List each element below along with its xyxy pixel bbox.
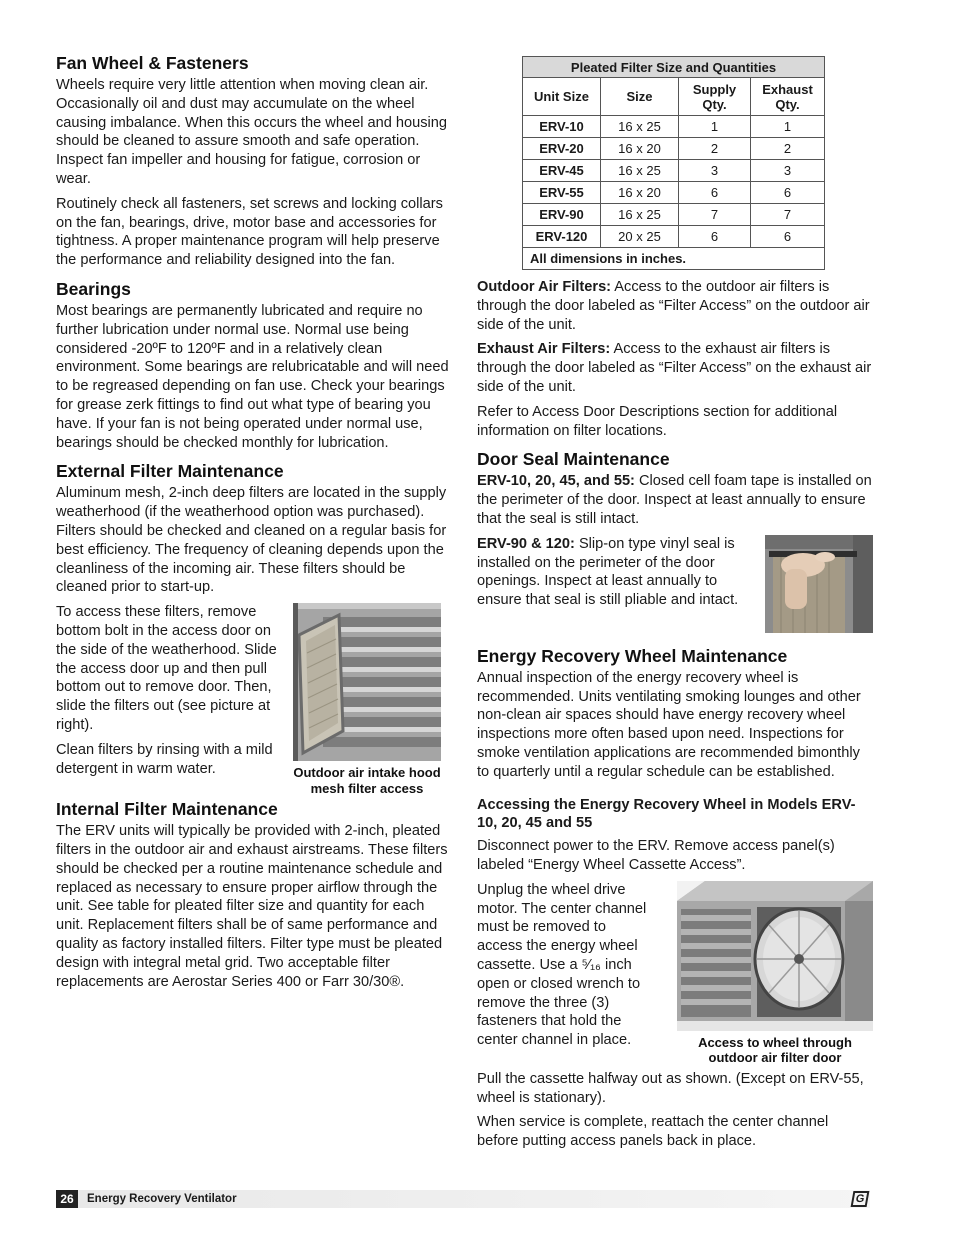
table-cell: 16 x 25 — [601, 204, 679, 226]
left-column — [56, 52, 450, 997]
table-cell: ERV-55 — [523, 182, 601, 204]
external-filter-paragraph-2: To access these filters, remove bottom bolt in the access door on the side of the weatherhood. Slide the access door up and then pull bottom out to remove door. Then, slide the filters out (see picture at right). — [56, 604, 277, 733]
accessing-wheel-paragraph-3: Pull the cassette halfway out as shown. (Except on ERV-55, wheel is stationary). — [477, 1070, 864, 1106]
table-cell: 16 x 25 — [601, 116, 679, 138]
fan-wheel-paragraph-2: Routinely check all fasteners, set screws and locking collars on the fan, bearings, drive, motor base and accessories for tightness. A proper maintenance program will help preserve the performance and reliability designed into the fan. — [56, 195, 443, 269]
table-cell: 2 — [679, 138, 751, 160]
table-cell: 2 — [751, 138, 825, 160]
door-seal-figure — [762, 535, 873, 633]
table-cell: 6 — [679, 182, 751, 204]
door-seal-image — [765, 535, 873, 633]
refer-paragraph: Refer to Access Door Descriptions section for additional information on filter locations. — [477, 403, 838, 439]
brand-logo-icon: G — [851, 1191, 870, 1207]
outdoor-filters-paragraph — [477, 278, 873, 334]
internal-filter-paragraph: The ERV units will typically be provided with 2-inch, pleated filters in the outdoor air and exhaust airstreams. These filters should be checked per a routine maintenance schedule and replaced as necessary to ensure proper airflow through the unit. See table for pleated filter size and quantity for each unit. Replacement filters shall be of same performance and quality as factory installed filters. Filter type must be pleated design with integral metal grid. Two acceptable filter replacements are Aerostar Series 400 or Farr 30/30®. — [56, 823, 448, 990]
bearings-paragraph: Most bearings are permanently lubricated and require no further lubrication under normal use. Normal use being considered -20ºF to 120ºF and in a relatively clean environment. Some bearings are relubricatable and will need to be regreased depending on fan use. Check your bearings for grease zerk fittings to find out what type of bearing you have. If your fan is not being operated under normal use, bearings should be checked monthly for lubrication. — [56, 302, 449, 451]
pleated-filter-table — [522, 56, 825, 270]
wheel-photo — [677, 881, 873, 1031]
outdoor-filters-text: Access to the outdoor air filters is through the door labeled as “Filter Access” on the outdoor air side of the unit. — [477, 279, 870, 333]
table-cell: 16 x 20 — [601, 182, 679, 204]
table-row — [523, 182, 825, 204]
table-cell: 7 — [679, 204, 751, 226]
table-cell: 1 — [679, 116, 751, 138]
wheel-image — [677, 881, 873, 1031]
table-row — [523, 138, 825, 160]
table-cell: ERV-10 — [523, 116, 601, 138]
table-cell: 16 x 20 — [601, 138, 679, 160]
accessing-wheel-paragraph-4: When service is complete, reattach the center channel before putting access panels back in place. — [477, 1114, 829, 1150]
fan-wheel-paragraph-1: Wheels require very little attention when moving clean air. Occasionally oil and dust may accumulate on the wheel causing imbalance. When this occurs the wheel and housing should be cleaned to assure smooth and safe operation. Inspect fan impeller and housing for fatigue, corrosion or wear. — [56, 77, 448, 187]
hood-filter-figure — [284, 603, 450, 796]
accessing-wheel-paragraph-2: Unplug the wheel drive motor. The center channel must be removed to access the energy wheel cassette. Use a ⁵⁄₁₆ inch open or closed wrench to remove the three (3) fasteners that hold the center channel in place. — [477, 881, 647, 1049]
outdoor-filters-label: Outdoor Air Filters: — [477, 279, 612, 295]
hood-filter-photo — [293, 603, 441, 761]
door-seal-label-2: ERV-90 & 120: — [477, 535, 575, 552]
table-cell: 3 — [751, 160, 825, 182]
external-filter-heading: External Filter Maintenance — [56, 461, 284, 482]
door-seal-text-2: Slip-on type vinyl seal is installed on the perimeter of the door openings. Inspect at least annually to ensure that seal is still pliable and intact. — [477, 535, 739, 609]
fan-wheel-heading: Fan Wheel & Fasteners — [56, 53, 249, 73]
table-cell: 6 — [679, 226, 751, 248]
right-column — [477, 52, 873, 1157]
exhaust-filters-label: Exhaust Air Filters: — [477, 341, 611, 358]
accessing-wheel-paragraph-1: Disconnect power to the ERV. Remove access panel(s) labeled “Energy Wheel Cassette Access”. — [477, 838, 835, 873]
table-row — [523, 226, 825, 248]
door-seal-photo — [765, 535, 873, 633]
table-cell: 16 x 25 — [601, 160, 679, 182]
table-row — [523, 160, 825, 182]
page-footer — [56, 1190, 870, 1208]
table-footnote: All dimensions in inches. — [523, 248, 825, 270]
accessing-wheel-subheading: Accessing the Energy Recovery Wheel in Models ERV-10, 20, 45 and 55 — [477, 796, 856, 832]
bearings-heading: Bearings — [56, 278, 131, 299]
exhaust-filters-text: Access to the exhaust air filters is through the door labeled as “Filter Access” on the exhaust air side of the unit. — [477, 341, 872, 395]
table-cell: 6 — [751, 182, 825, 204]
table-header-row — [523, 78, 825, 116]
external-filter-paragraph-1: Aluminum mesh, 2-inch deep filters are located in the supply weatherhood (if the weatherhood option was purchased). Filters should be checked and cleaned on a regular basis for best efficiency. The frequency of cleaning depends upon the cleanliness of the incoming air. These filters should be cleaned prior to start-up. — [56, 485, 447, 596]
table-cell: ERV-20 — [523, 138, 601, 160]
wheel-figure — [663, 881, 873, 1066]
door-seal-heading: Door Seal Maintenance — [477, 449, 670, 470]
table-cell: ERV-120 — [523, 226, 601, 248]
accessing-wheel-flow — [477, 881, 873, 1066]
table-cell: 3 — [679, 160, 751, 182]
table-cell: ERV-90 — [523, 204, 601, 226]
table-cell: 20 x 25 — [601, 226, 679, 248]
table-header-exhaust-qty: Exhaust Qty. — [751, 78, 825, 116]
table-row — [523, 204, 825, 226]
door-seal-label-1: ERV-10, 20, 45, and 55: — [477, 473, 635, 490]
table-header-size: Size — [601, 78, 679, 116]
table-cell: 1 — [751, 116, 825, 138]
table-footnote-row — [523, 248, 825, 270]
page-number: 26 — [56, 1190, 78, 1208]
table-header-supply-qty: Supply Qty. — [679, 78, 751, 116]
hood-filter-image — [293, 603, 441, 761]
wheel-maintenance-paragraph: Annual inspection of the energy recovery wheel is recommended. Units ventilating smoking lounges and other non-clean air spaces should have energy recovery wheel inspections more often based upon need. Inspections for smoke ventilation applications are recommended bimonthly to quarterly until a regular schedule can be established. — [477, 669, 861, 780]
table-title: Pleated Filter Size and Quantities — [523, 57, 825, 78]
table-header-unit-size: Unit Size — [523, 78, 601, 116]
internal-filter-heading: Internal Filter Maintenance — [56, 799, 278, 820]
table-cell: 6 — [751, 226, 825, 248]
table-title-row — [523, 57, 825, 78]
hood-filter-caption: Outdoor air intake hood mesh filter access — [293, 765, 441, 796]
door-seal-text-1: Closed cell foam tape is installed on the perimeter of the door. Inspect at least annually to ensure that the seal is still intact. — [477, 473, 872, 527]
footer-title: Energy Recovery Ventilator — [87, 1193, 237, 1205]
wheel-maintenance-heading: Energy Recovery Wheel Maintenance — [477, 645, 788, 666]
table-row — [523, 116, 825, 138]
door-seal-paragraph-1 — [477, 472, 873, 528]
table-cell: 7 — [751, 204, 825, 226]
wheel-caption: Access to wheel through outdoor air filter door — [698, 1034, 852, 1066]
door-seal-flow — [477, 535, 873, 633]
external-filter-flow — [56, 603, 450, 796]
external-filter-paragraph-3: Clean filters by rinsing with a mild detergent in warm water. — [56, 741, 273, 777]
exhaust-filters-paragraph — [477, 340, 873, 396]
table-cell: ERV-45 — [523, 160, 601, 182]
